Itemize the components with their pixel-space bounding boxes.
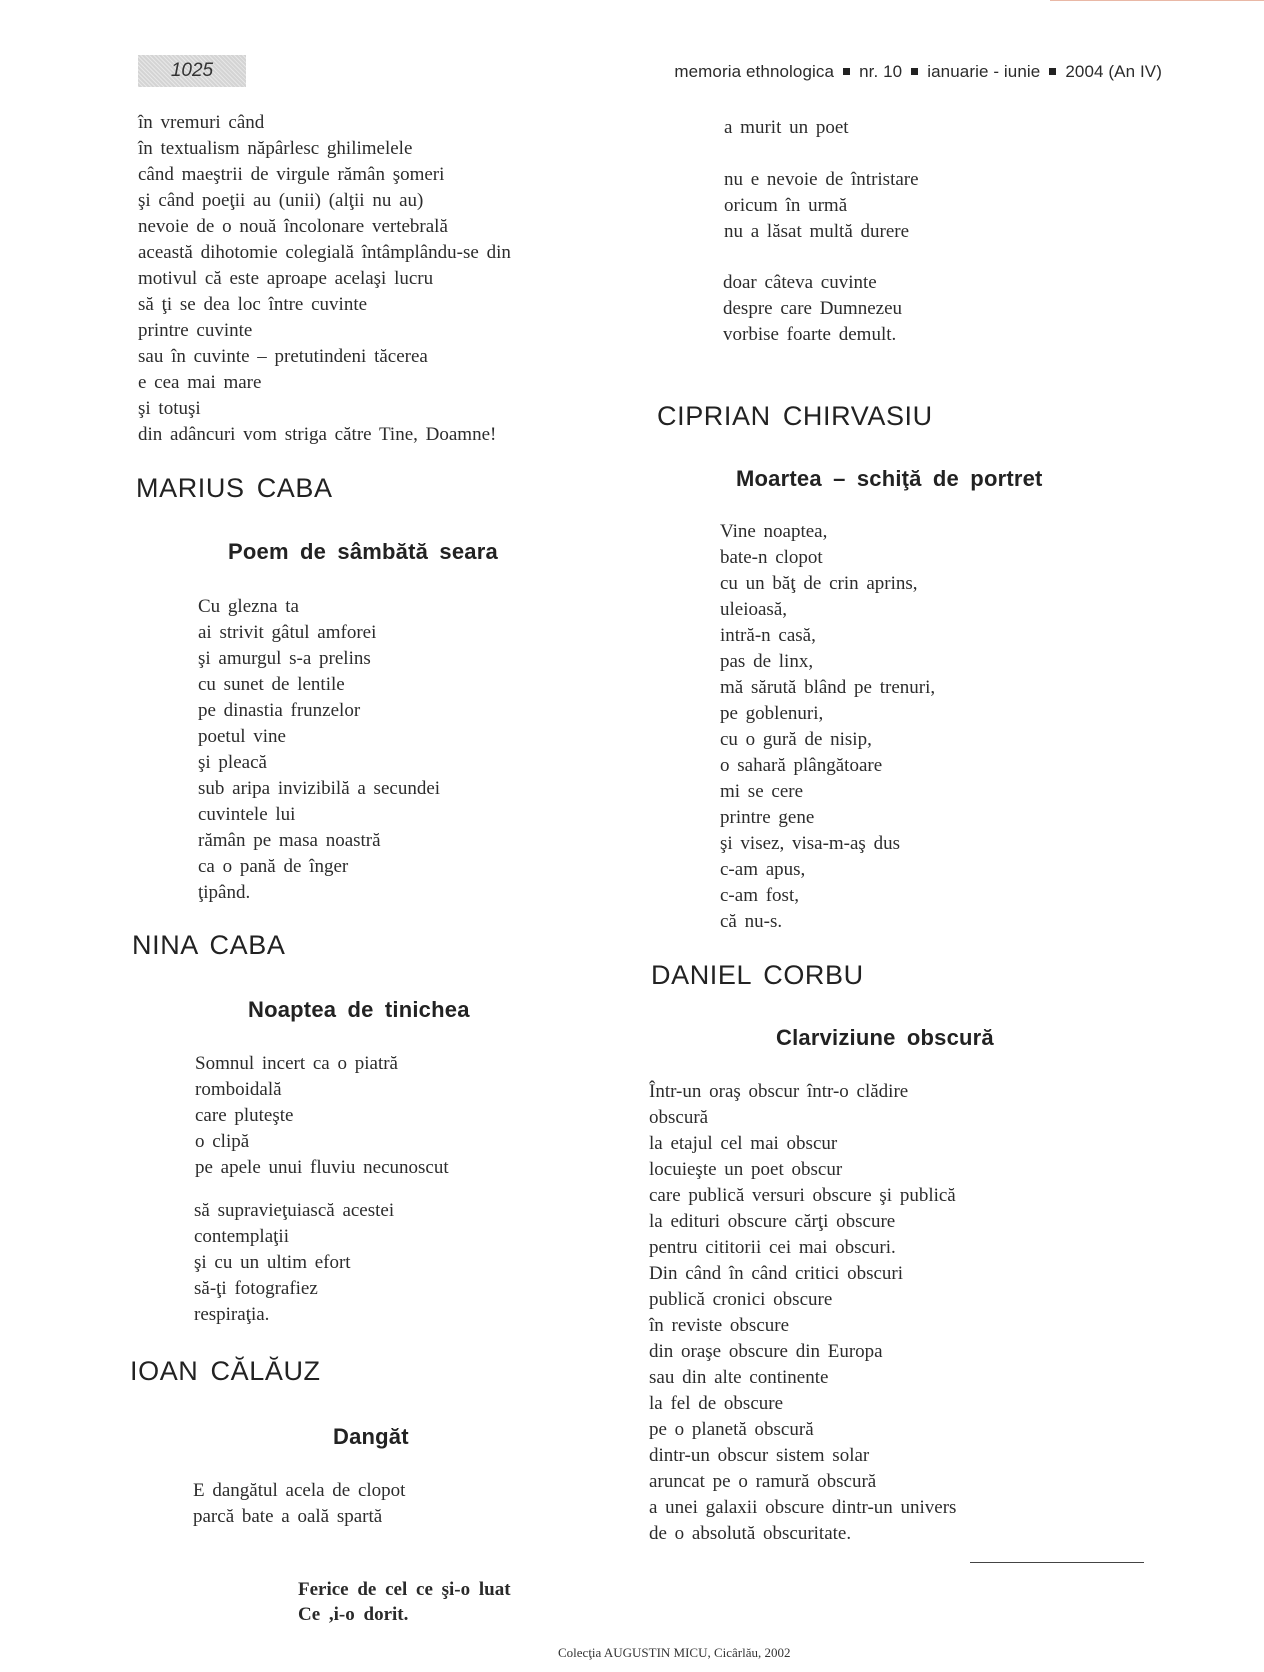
verse-line: printre gene [720,807,815,828]
verse-line: pentru cititorii cei mai obscuri. [649,1237,896,1258]
verse-line: să supravieţuiască acestei [194,1200,395,1221]
verse-line: uleioasă, [720,599,788,620]
verse-line: şi când poeţii au (unii) (alţii nu au) [138,190,424,211]
verse-line: o sahară plângătoare [720,755,883,776]
poem-ioan-calauz-stanza [193,1478,405,1530]
right-continuation-stanza-3 [723,270,902,348]
verse-line: această dihotomie colegială întâmplându-se din [138,242,511,263]
verse-line: să-ţi fotografiez [194,1278,318,1299]
author-ioan-calauz: IOAN CĂLĂUZ [130,1356,321,1386]
verse-line: din oraşe obscure din Europa [649,1341,883,1362]
footer-credit: Colecţia AUGUSTIN MICU, Cicârlău, 2002 [558,1645,791,1660]
verse-line: dintr-un obscur sistem solar [649,1445,870,1466]
motto [298,1577,511,1627]
verse-line: la etajul cel mai obscur [649,1133,838,1154]
motto-line: Ce ,i-o dorit. [298,1604,409,1625]
author-daniel-corbu: DANIEL CORBU [651,960,864,990]
verse-line: pe dinastia frunzelor [198,700,361,721]
verse-line: a murit un poet [724,117,849,138]
poem-title-daniel-corbu: Clarviziune obscură [776,1025,994,1050]
verse-line: sub aripa invizibilă a secundei [198,778,441,799]
verse-line: aruncat pe o ramură obscură [649,1471,877,1492]
verse-line: Cu glezna ta [198,596,299,617]
top-edge-mark [1050,0,1264,1]
verse-line: publică cronici obscure [649,1289,833,1310]
verse-line: bate-n clopot [720,547,823,568]
poem-title-ciprian-chirvasiu: Moartea – schiţă de portret [736,466,1043,491]
separator-square-icon [843,68,850,75]
journal-issue: nr. 10 [859,62,903,81]
verse-line: c-am apus, [720,859,806,880]
verse-line: E dangătul acela de clopot [193,1480,406,1501]
author-marius-caba: MARIUS CABA [136,473,333,503]
verse-line: mă sărută blând pe trenuri, [720,677,936,698]
verse-line: care publică versuri obscure şi publică [649,1185,956,1206]
verse-line: respiraţia. [194,1304,270,1325]
verse-line: o clipă [195,1131,250,1152]
verse-line: cu o gură de nisip, [720,729,872,750]
verse-line: ca o pană de înger [198,856,349,877]
verse-line: cuvintele lui [198,804,296,825]
verse-line: ai strivit gâtul amforei [198,622,377,643]
poem-title-marius-caba: Poem de sâmbătă seara [228,539,498,564]
poem-title-ioan-calauz: Dangăt [333,1424,409,1449]
verse-line: intră-n casă, [720,625,816,646]
verse-line: în textualism năpârlesc ghilimelele [138,138,413,159]
journal-header [674,62,1162,82]
verse-line: de o absolută obscuritate. [649,1523,852,1544]
right-continuation-stanza-1 [724,115,849,141]
verse-line: pas de linx, [720,651,814,672]
verse-line: la edituri obscure cărţi obscure [649,1211,896,1232]
verse-line: care pluteşte [195,1105,294,1126]
verse-line: e cea mai mare [138,372,262,393]
verse-line: să ţi se dea loc între cuvinte [138,294,368,315]
verse-line: poetul vine [198,726,286,747]
verse-line: şi amurgul s-a prelins [198,648,371,669]
verse-line: sau din alte continente [649,1367,829,1388]
verse-line: şi visez, visa-m-aş dus [720,833,900,854]
verse-line: parcă bate a oală spartă [193,1506,383,1527]
poem-nina-caba-stanza-2 [194,1198,394,1328]
verse-line: doar câteva cuvinte [723,272,877,293]
verse-line: Somnul incert ca o piatră [195,1053,398,1074]
verse-line: vorbise foarte demult. [723,324,897,345]
verse-line: contemplaţii [194,1226,289,1247]
verse-line: pe o planetă obscură [649,1419,814,1440]
verse-line: şi totuşi [138,398,201,419]
verse-line: c-am fost, [720,885,799,906]
verse-line: pe goblenuri, [720,703,824,724]
motto-line: Ferice de cel ce şi-o luat [298,1579,511,1600]
verse-line: la fel de obscure [649,1393,784,1414]
poem-title-nina-caba: Noaptea de tinichea [248,997,470,1022]
journal-year: 2004 (An IV) [1065,62,1162,81]
verse-line: în reviste obscure [649,1315,790,1336]
verse-line: locuieşte un poet obscur [649,1159,843,1180]
verse-line: Într-un oraş obscur într-o clădire [649,1081,909,1102]
page-number: 1025 [170,60,214,81]
poem-marius-caba-stanza [198,594,440,906]
end-rule-divider [970,1562,1144,1563]
poem-nina-caba-stanza-1 [195,1051,449,1181]
verse-line: romboidală [195,1079,282,1100]
journal-period: ianuarie - iunie [927,62,1041,81]
verse-line: motivul că este aproape acelaşi lucru [138,268,434,289]
verse-line: obscură [649,1107,709,1128]
verse-line: pe apele unui fluviu necunoscut [195,1157,449,1178]
page-number-box [138,55,246,87]
verse-line: cu sunet de lentile [198,674,345,695]
verse-line: nu e nevoie de întristare [724,169,919,190]
verse-line: printre cuvinte [138,320,253,341]
separator-square-icon [1049,68,1056,75]
verse-line: despre care Dumnezeu [723,298,903,319]
verse-line: din adâncuri vom striga către Tine, Doamne! [138,424,497,445]
verse-line: ţipând. [198,882,251,903]
separator-square-icon [911,68,918,75]
verse-line: nu a lăsat multă durere [724,221,910,242]
verse-line: că nu-s. [720,911,783,932]
verse-line: cu un băţ de crin aprins, [720,573,918,594]
author-nina-caba: NINA CABA [132,930,286,960]
poem-continuation-stanza [138,110,511,448]
poem-ciprian-chirvasiu-stanza [720,519,935,935]
verse-line: şi cu un ultim efort [194,1252,351,1273]
verse-line: şi pleacă [198,752,267,773]
author-ciprian-chirvasiu: CIPRIAN CHIRVASIU [657,401,933,431]
verse-line: a unei galaxii obscure dintr-un univers [649,1497,957,1518]
right-continuation-stanza-2 [724,167,919,245]
verse-line: rămân pe masa noastră [198,830,381,851]
journal-name: memoria ethnologica [674,62,835,81]
verse-line: Din când în când critici obscuri [649,1263,904,1284]
verse-line: mi se cere [720,781,804,802]
verse-line: nevoie de o nouă încolonare vertebrală [138,216,448,237]
verse-line: când maeştrii de virgule rămân şomeri [138,164,445,185]
poem-daniel-corbu-stanza [649,1079,956,1547]
verse-line: Vine noaptea, [720,521,828,542]
verse-line: sau în cuvinte – pretutindeni tăcerea [138,346,428,367]
verse-line: în vremuri când [138,112,265,133]
verse-line: oricum în urmă [724,195,848,216]
